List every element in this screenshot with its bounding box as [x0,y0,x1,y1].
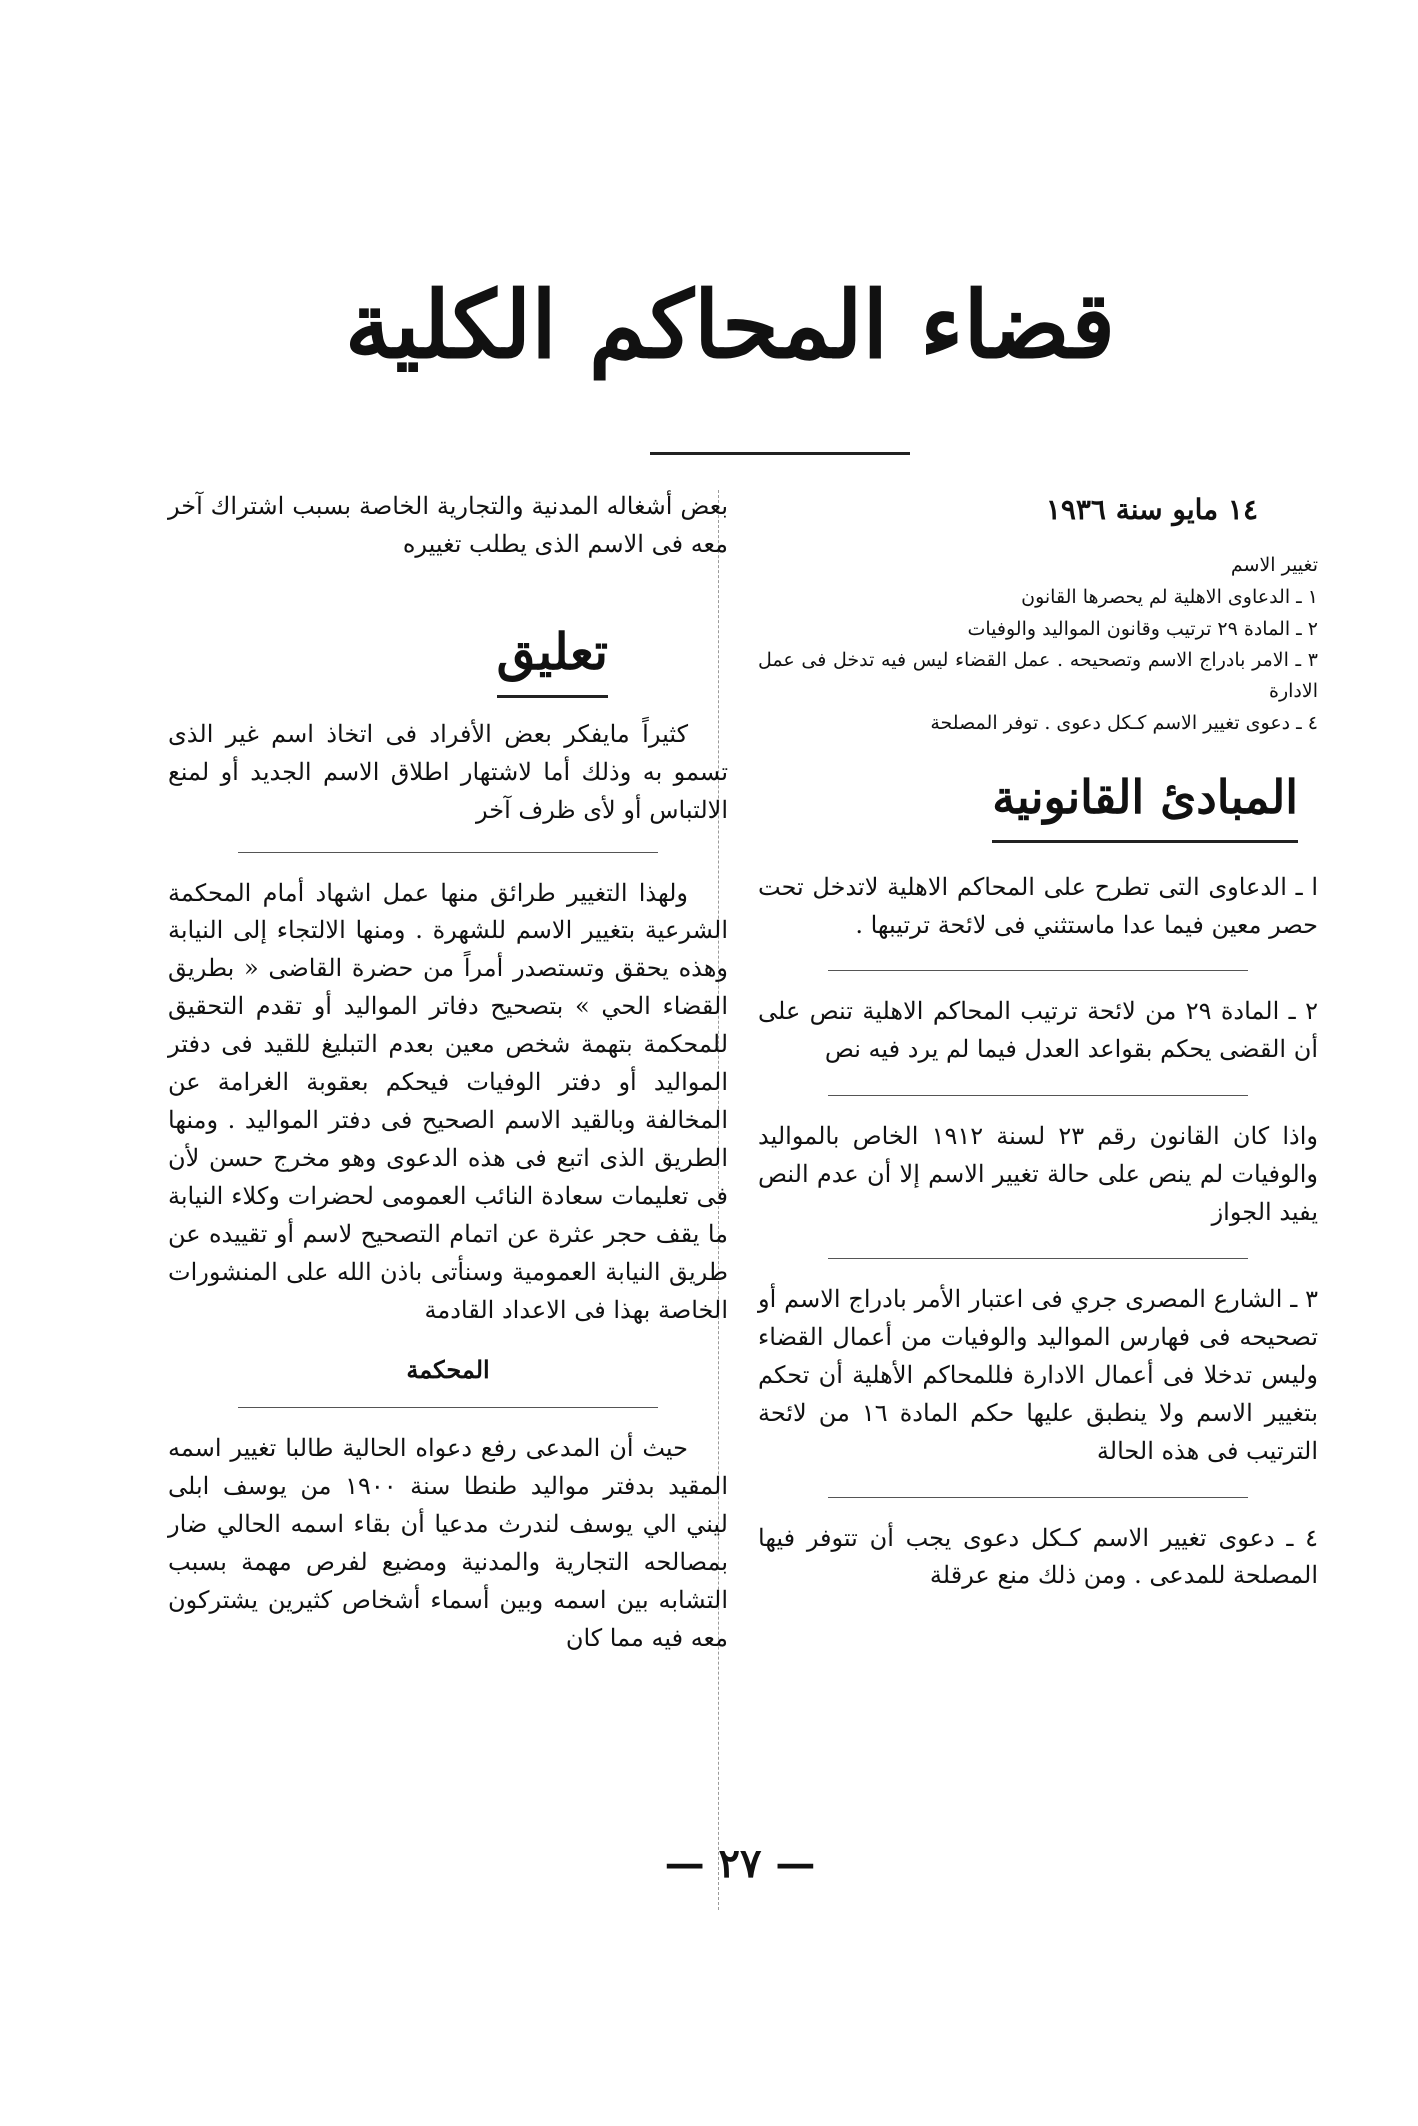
paragraph-divider [828,970,1248,971]
summary-item: ١ ـ الدعاوى الاهلية لم يحصرها القانون [1021,586,1318,609]
summary-label: تغيير الاسم [1230,554,1318,577]
principle-paragraph: واذا كان القانون رقم ٢٣ لسنة ١٩١٢ الخاص بالمواليد والوفيات لم ينص على حالة تغيير الاسم إلا أن عدم النص يفيد الجواز [758,1122,1318,1227]
left-column [168,488,728,1680]
masthead-rule [650,452,910,455]
paragraph-divider [828,1095,1248,1096]
principle-paragraph: ٣ ـ الشارع المصرى جري فى اعتبار الأمر بادراج الاسم أو تصحيحه فى فهارس المواليد والوفيات من أعمال القضاء وليس تدخلا فى أعمال الادارة فللمحاكم الأهلية أن تحكم بتغيير الاسم ولا ينطبق عليها حكم المادة ١٦ من لائحة الترتيب فى هذه الحالة [758,1284,1318,1465]
principle-paragraph: ٤ ـ دعوى تغيير الاسم كـكل دعوى يجب أن تتوفر فيها المصلحة للمدعى . ومن ذلك منع عرقلة [758,1523,1318,1590]
summary-item: ٤ ـ دعوى تغيير الاسم كـكل دعوى . توفر المصلحة [930,711,1318,734]
court-label: المحكمة [406,1355,490,1385]
paragraph-divider [238,1407,658,1408]
paragraph-divider [828,1258,1248,1259]
principle-paragraph: ا ـ الدعاوى التى تطرح على المحاكم الاهلية لاتدخل تحت حصر معين فيما عدا ماستثني فى لائحة ترتيبها . [758,872,1318,939]
paragraph-divider [238,852,658,853]
court-paragraph: حيث أن المدعى رفع دعواه الحالية طالبا تغيير اسمه المقيد بدفتر مواليد طنطا سنة ١٩٠٠ من يوسف ابلى ليني الي يوسف لندرث مدعيا أن بقاء اسمه الحالي ضار بمصالحه التجارية والمدنية ومضيع لفرص مهمة بسبب التشابه بين اسمه وبين أسماء أشخاص كثيرين يشتركون معه فيه مما كان [168,1434,728,1652]
judgment-date: ١٤ مايو سنة ١٩٣٦ [1045,493,1258,526]
comment-heading: تعليق [497,612,608,698]
comment-paragraph: كثيراً مايفكر بعض الأفراد فى اتخاذ اسم غير الذى تسمو به وذلك أما لاشتهار اطلاق الاسم الجديد أو لمنع الالتباس أو لأى ظرف آخر [168,719,728,824]
principle-paragraph: ٢ ـ المادة ٢٩ من لائحة ترتيب المحاكم الاهلية تنص على أن القضى يحكم بقواعد العدل فيما لم يرد فيه نص [758,997,1318,1064]
masthead [344,235,1116,415]
principles-heading: المبادئ القانونية [992,761,1298,843]
paragraph-divider [828,1497,1248,1498]
summary-item: ٣ ـ الامر بادراج الاسم وتصحيحه . عمل القضاء ليس فيه تدخل فى عمل الادارة [758,648,1318,703]
right-column [758,488,1318,1621]
page-number: — ٢٧ — [664,1840,816,1887]
comment-paragraph: ولهذا التغيير طرائق منها عمل اشهاد أمام المحكمة الشرعية بتغيير الاسم للشهرة . ومنها الالتجاء إلى النيابة وهذه يحقق وتستصدر أمراً من حضرة القاضى « بطريق القضاء الحي » بتصحيح دفاتر المواليد أو تقدم التحقيق للمحكمة بتهمة شخص معين بعدم التبليغ للقيد فى دفتر المواليد أو دفتر الوفيات فيحكم بعقوبة الغرامة عن المخالفة وبالقيد الاسم الصحيح فى دفتر المواليد . ومنها الطريق الذى اتبع فى هذه الدعوى وهو مخرج حسن لأن فى تعليمات سعادة النائب العمومى لحضرات وكلاء النيابة ما يقف حجر عثرة عن اتمام التصحيح لاسم أو تقييده عن طريق النيابة العمومية وسنأتى باذن الله على المنشورات الخاصة بهذا فى الاعداد القادمة [168,878,728,1324]
summary-item: ٢ ـ المادة ٢٩ ترتيب وقانون المواليد والوفيات [967,617,1318,640]
masthead-title: قضاء المحاكم الكلية [344,271,1116,379]
continued-text: بعض أشغاله المدنية والتجارية الخاصة بسبب اشتراك آخر معه فى الاسم الذى يطلب تغييره [168,492,728,558]
